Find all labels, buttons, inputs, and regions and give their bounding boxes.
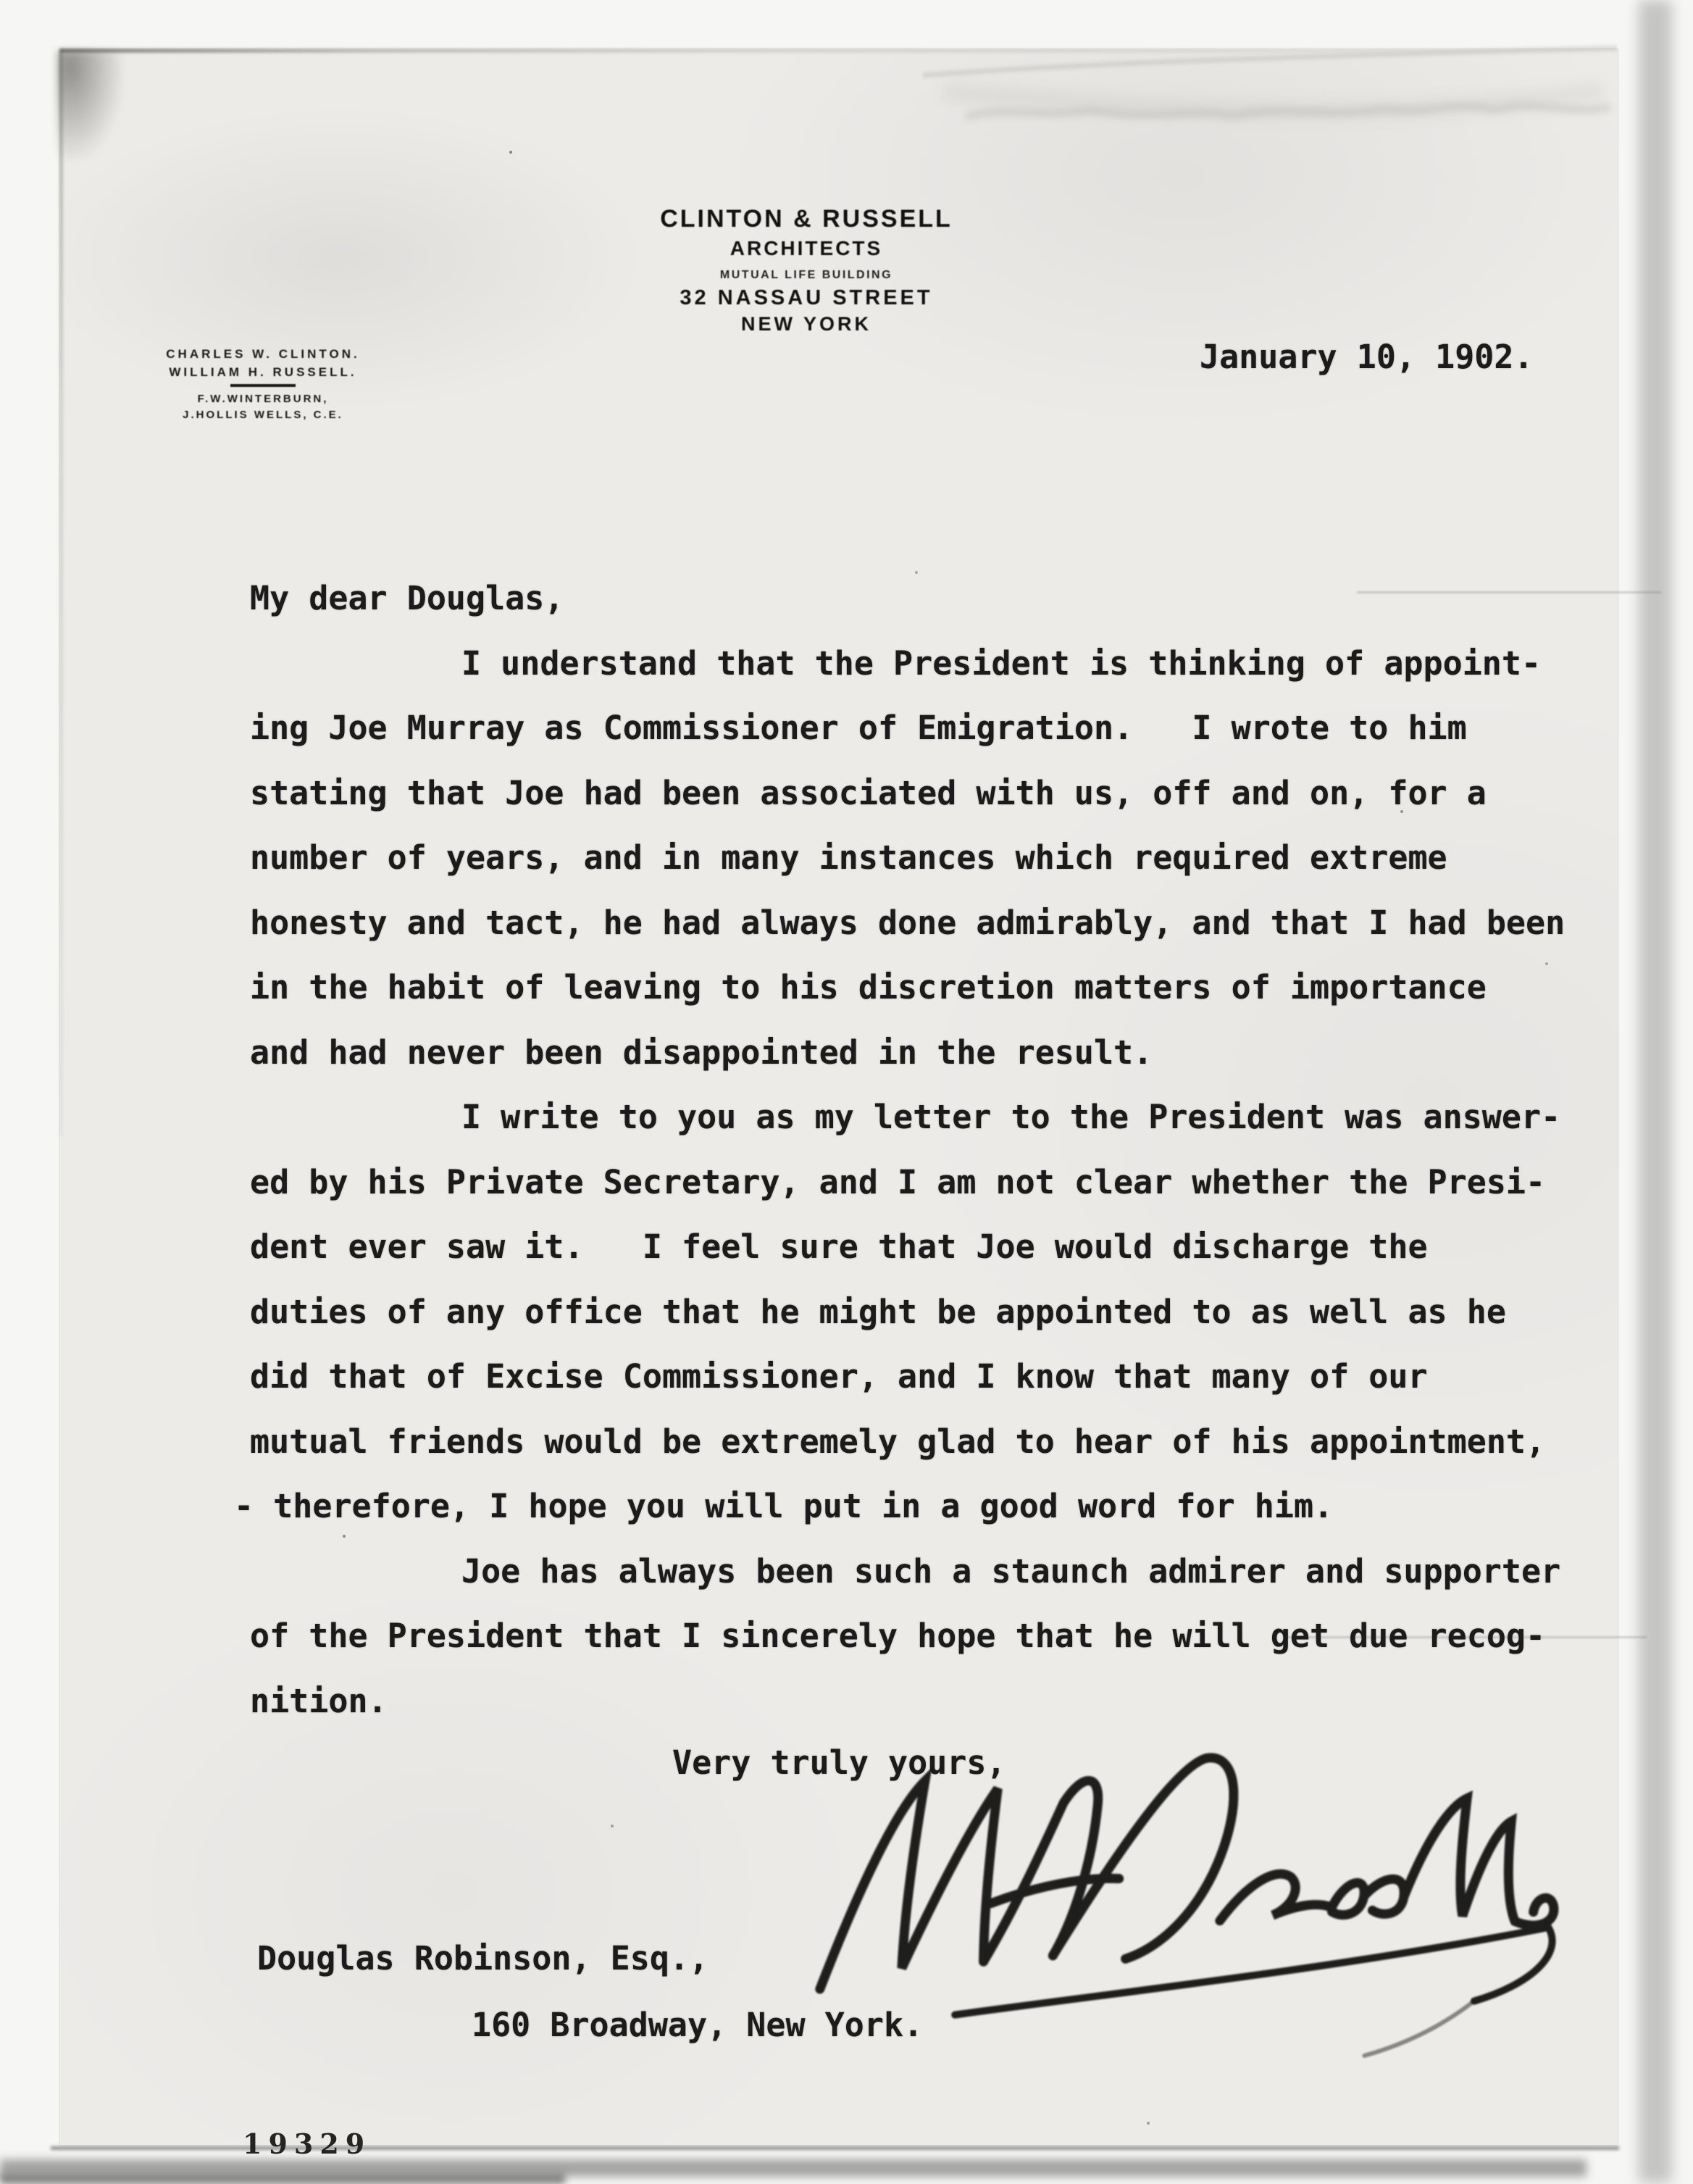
body-line: I write to you as my letter to the President was answer-: [461, 1098, 1561, 1136]
associate-name: F.W.WINTERBURN,: [197, 393, 329, 405]
body-line: dent ever saw it. I feel sure that Joe would discharge the: [250, 1228, 1428, 1266]
body-line: - therefore, I hope you will put in a good word for him.: [234, 1487, 1334, 1525]
salutation: My dear Douglas,: [250, 579, 564, 617]
scan-shadow-bottom-dark: [0, 2172, 565, 2184]
body-line: I understand that the President is thinking of appoint-: [461, 643, 1542, 683]
faint-pencil-smudge-icon: [922, 41, 1618, 164]
document-number: 19329: [243, 2127, 372, 2160]
body-line: nition.: [250, 1681, 388, 1720]
partner-name: WILLIAM H. RUSSELL.: [169, 365, 357, 379]
body-line: honesty and tact, he had always done admirably, and that I had been: [250, 903, 1565, 942]
letter-page: [60, 49, 1618, 2160]
body-line: ed by his Private Secretary, and I am not clear whether the Presi-: [250, 1162, 1546, 1201]
partner-name: CHARLES W. CLINTON.: [166, 347, 360, 361]
paper-specks: [509, 151, 512, 154]
partners-divider: [230, 384, 296, 387]
letter-date: January 10, 1902.: [1200, 338, 1534, 376]
letterhead: [589, 205, 1024, 335]
paper-corner-smudge: [57, 51, 122, 159]
body-line: number of years, and in many instances which required extreme: [250, 838, 1447, 877]
letter-body: [234, 566, 1612, 1733]
body-line: of the President that I sincerely hope that he will get due recog-: [250, 1617, 1546, 1655]
body-line: Joe has always been such a staunch admirer and supporter: [461, 1551, 1561, 1591]
paper-left-edge: [60, 49, 62, 1136]
body-line: ing Joe Murray as Commissioner of Emigration. I wrote to him: [250, 709, 1467, 747]
recipient-name: Douglas Robinson, Esq.,: [257, 1939, 709, 1977]
body-line: stating that Joe had been associated with us, off and on, for a: [250, 773, 1487, 812]
body-line: and had never been disappointed in the result.: [250, 1033, 1153, 1072]
letterhead-city: NEW YORK: [740, 313, 871, 335]
associate-name: J.HOLLIS WELLS, C.E.: [183, 409, 343, 421]
body-line: mutual friends would be extremely glad to hear of his appointment,: [250, 1422, 1546, 1461]
body-line: duties of any office that he might be appointed to as well as he: [250, 1292, 1506, 1331]
letterhead-firm-role: ARCHITECTS: [730, 237, 883, 259]
letterhead-building: MUTUAL LIFE BUILDING: [719, 269, 893, 281]
body-line: did that of Excise Commissioner, and I know that many of our: [250, 1357, 1428, 1396]
letterhead-partners: [151, 345, 375, 423]
closing-valediction: Very truly yours,: [672, 1743, 1006, 1782]
scan-shadow-right: [1639, 0, 1672, 2183]
letterhead-street: 32 NASSAU STREET: [680, 286, 933, 309]
letterhead-firm-name: CLINTON & RUSSELL: [660, 205, 953, 233]
body-line: in the habit of leaving to his discretion matters of importance: [250, 968, 1487, 1006]
recipient-address: 160 Broadway, New York.: [472, 2006, 924, 2044]
